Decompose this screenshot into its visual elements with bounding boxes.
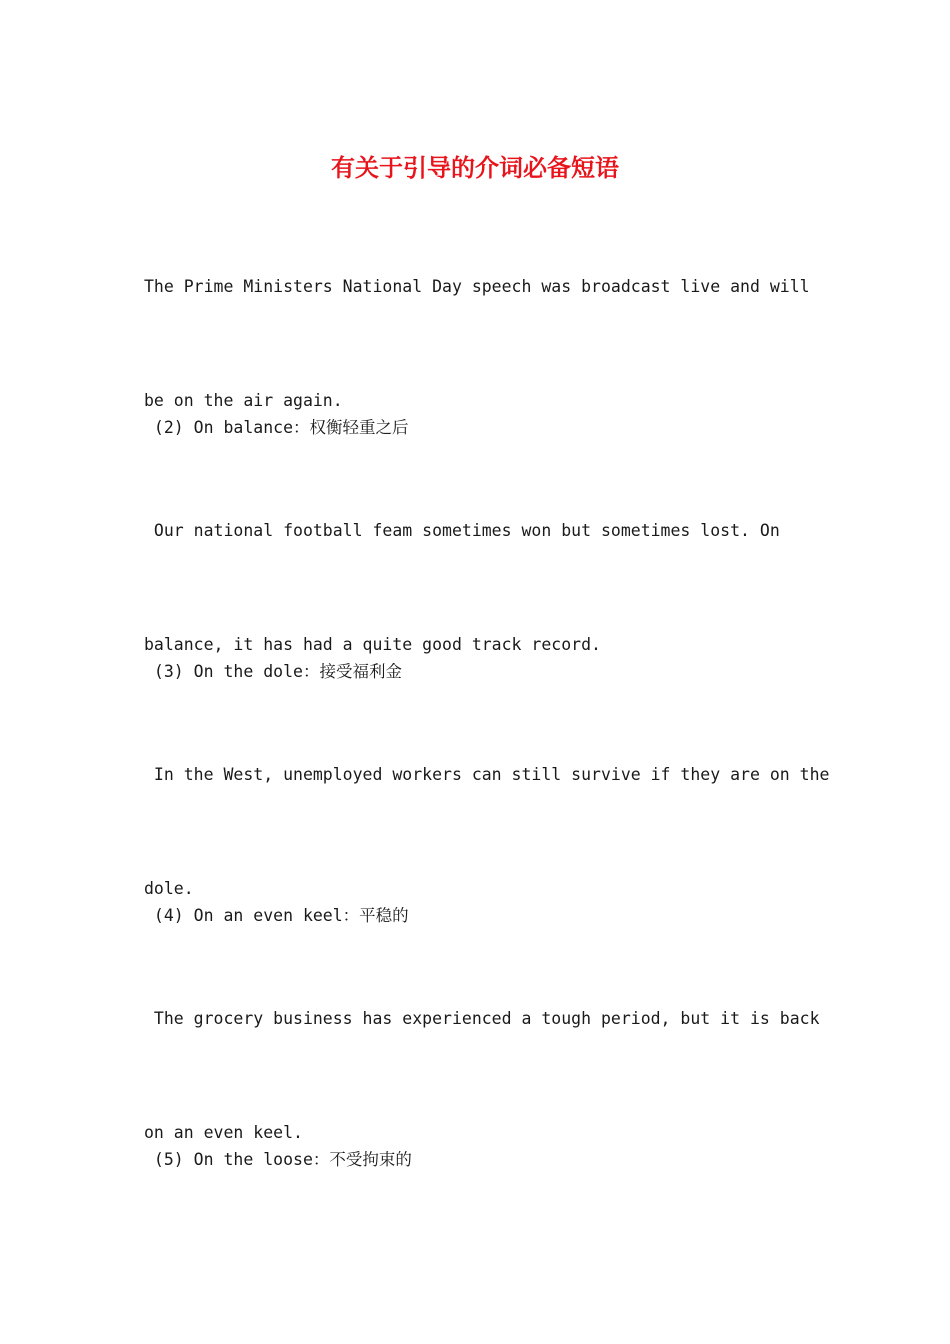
- paragraph-line: The Prime Ministers National Day speech was broadcast live and will: [144, 277, 810, 296]
- paragraph-line: balance, it has had a quite good track record.: [144, 635, 601, 654]
- phrase-heading-line: (4) On an even keel：平稳的: [144, 906, 409, 925]
- phrase-heading-line: (2) On balance：权衡轻重之后: [144, 418, 409, 437]
- document-title: 有关于引导的介词必备短语: [331, 153, 619, 182]
- paragraph-line: dole.: [144, 879, 194, 898]
- phrase-heading-line: (3) On the dole：接受福利金: [144, 662, 402, 681]
- paragraph-line: be on the air again.: [144, 391, 343, 410]
- paragraph-line: on an even keel.: [144, 1123, 303, 1142]
- phrase-heading-line: (5) On the loose：不受拘束的: [144, 1150, 412, 1169]
- paragraph-line: In the West, unemployed workers can still survive if they are on the: [144, 765, 830, 784]
- phrase-heading-on-the-loose: [144, 1065, 814, 1255]
- paragraph-line: The grocery business has experienced a tough period, but it is back: [144, 1009, 820, 1028]
- paragraph-line: Our national football feam sometimes won but sometimes lost. On: [144, 521, 780, 540]
